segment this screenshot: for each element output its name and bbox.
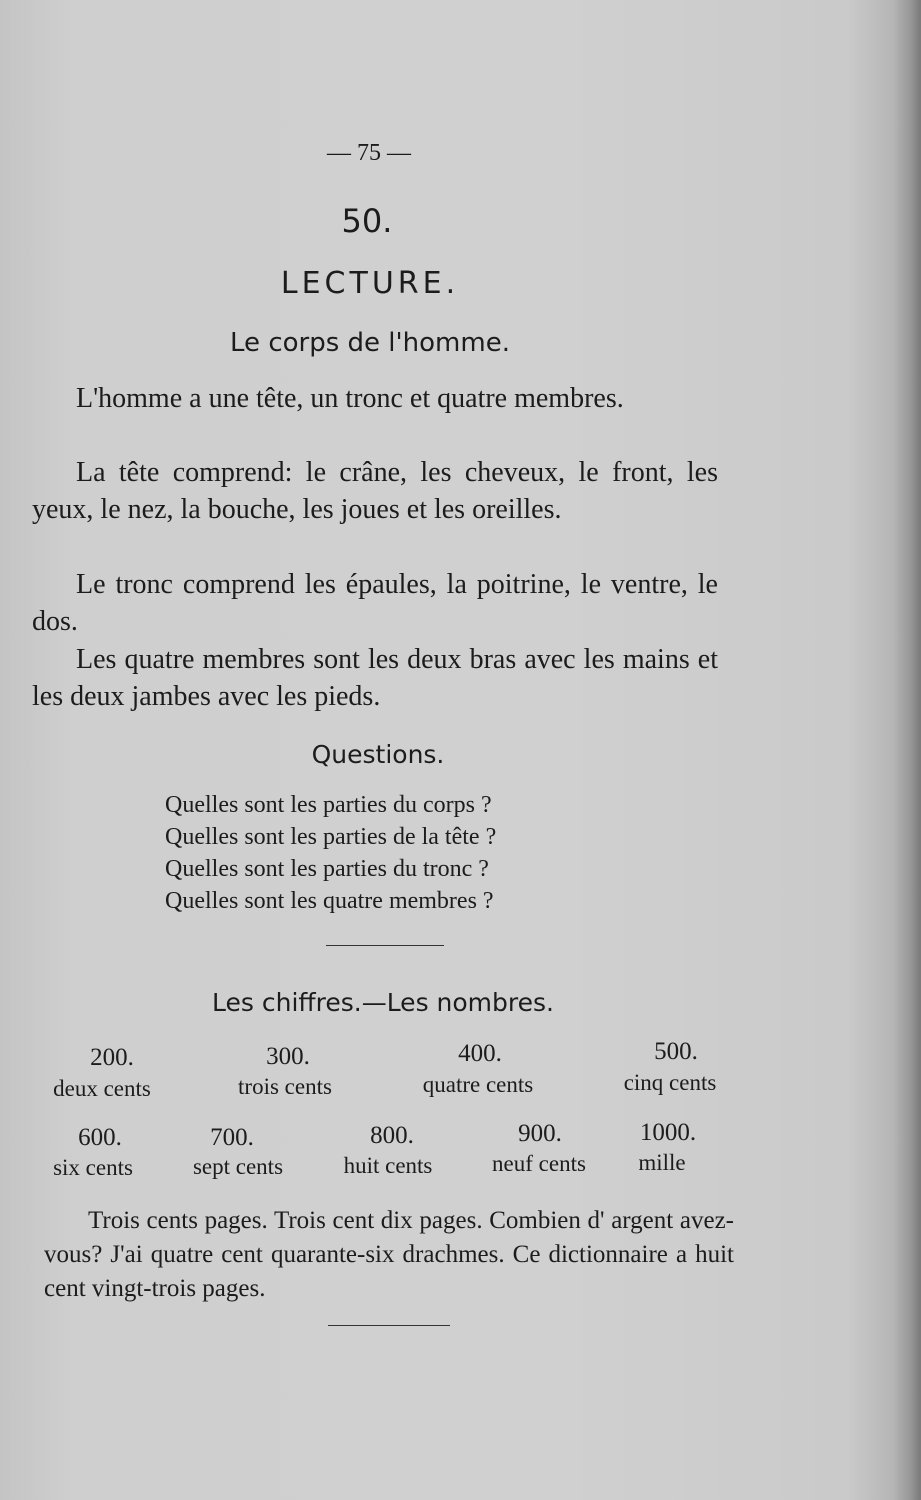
paragraph-text: Le tronc comprend les épaules, la poitrine, le ventre, le dos. (32, 569, 718, 637)
lesson-number: 50. (341, 202, 393, 240)
number-word: mille (638, 1150, 686, 1175)
number-value: 500. (654, 1038, 698, 1065)
number-value: 700. (210, 1124, 254, 1151)
section-divider (326, 945, 444, 946)
question-item: Quelles sont les quatre membres ? (165, 888, 494, 914)
paragraph (32, 641, 718, 715)
page-edge-shadow (893, 0, 921, 1500)
number-value: 800. (370, 1122, 414, 1149)
number-word: trois cents (238, 1074, 332, 1099)
number-word: deux cents (53, 1076, 151, 1101)
question-item: Quelles sont les parties du tronc ? (165, 856, 489, 882)
questions-heading: Questions. (311, 740, 445, 769)
section-divider (328, 1325, 450, 1326)
paragraph-text: Les quatre membres sont les deux bras avec les mains et les deux jambes avec les pieds. (32, 644, 718, 712)
paragraph-text: La tête comprend: le crâne, les cheveux, le front, les yeux, le nez, la bouche, les joues et les oreilles. (32, 457, 718, 525)
number-word: cinq cents (623, 1070, 717, 1095)
lesson-title: Le corps de l'homme. (230, 328, 510, 358)
section-title: LECTURE. (280, 266, 460, 301)
closing-paragraph (44, 1204, 734, 1306)
number-word: sept cents (192, 1154, 284, 1179)
number-value: 600. (78, 1124, 122, 1151)
paragraph (32, 380, 718, 417)
paragraph (32, 566, 718, 640)
number-value: 1000. (639, 1119, 697, 1146)
question-item: Quelles sont les parties de la tête ? (165, 824, 497, 850)
number-value: 200. (90, 1044, 134, 1071)
number-word: huit cents (343, 1153, 433, 1178)
number-word: six cents (53, 1155, 133, 1180)
number-word: neuf cents (492, 1151, 586, 1176)
number-value: 300. (266, 1043, 310, 1070)
paragraph (32, 454, 718, 528)
numbers-heading: Les chiffres.—Les nombres. (212, 988, 554, 1017)
closing-text: Trois cents pages. Trois cent dix pages. Combien d' argent avez-vous? J'ai quatre cent quarante-six drachmes. Ce dictionnaire a huit cent vingt-trois pages. (44, 1207, 734, 1302)
number-value: 900. (518, 1120, 562, 1147)
number-value: 400. (458, 1040, 502, 1067)
question-item: Quelles sont les parties du corps ? (165, 792, 492, 818)
number-word: quatre cents (422, 1072, 534, 1097)
page-number: — 75 — (327, 140, 411, 166)
paragraph-text: L'homme a une tête, un tronc et quatre membres. (76, 383, 624, 414)
